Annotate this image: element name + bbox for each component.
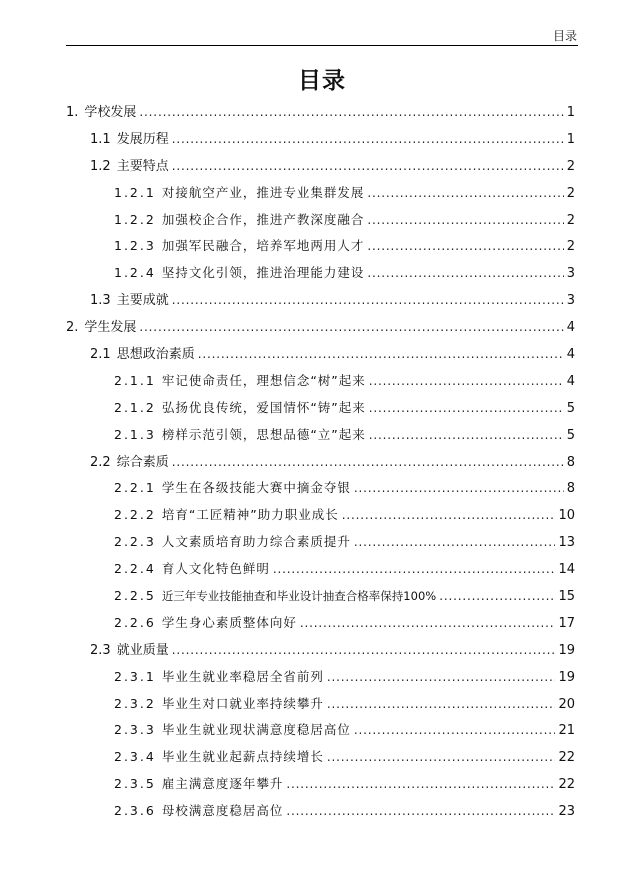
toc-entry-1-2[interactable] (66, 153, 575, 180)
toc-page: 20 (558, 696, 575, 712)
toc-page: 10 (558, 508, 575, 524)
toc-number: 2.2.3 (114, 534, 156, 550)
toc-page: 8 (566, 481, 575, 497)
leader-dots (439, 583, 555, 610)
toc-page: 3 (566, 266, 575, 282)
leader-dots (342, 502, 556, 529)
toc-entry-1-2-2[interactable] (66, 207, 575, 234)
toc-number: 2.3.2 (114, 695, 156, 711)
toc-page: 1 (566, 131, 575, 147)
toc-label: 毕业生就业现状满意度稳居高位 (161, 722, 351, 738)
leader-dots (327, 744, 556, 771)
toc-entry-2-2-4[interactable] (66, 556, 575, 583)
leader-dots (367, 233, 563, 260)
toc-entry-1[interactable] (66, 99, 575, 126)
toc-label: 人文素质培育助力综合素质提升 (161, 534, 351, 550)
toc-page: 22 (558, 750, 575, 766)
toc-entry-1-3[interactable] (66, 287, 575, 314)
toc-entry-1-2-1[interactable] (66, 180, 575, 207)
toc-label: 育人文化特色鲜明 (161, 561, 270, 577)
toc-entry-2-3[interactable] (66, 637, 575, 664)
leader-dots (172, 449, 564, 476)
toc-number: 2.3.4 (114, 749, 156, 765)
leader-dots (273, 556, 556, 583)
leader-dots (327, 691, 556, 718)
toc-label: 对接航空产业，推进专业集群发展 (161, 184, 365, 200)
toc-page: 5 (566, 400, 575, 416)
toc-entry-1-2-3[interactable] (66, 233, 575, 260)
leader-dots (172, 287, 564, 314)
leader-dots (369, 368, 564, 395)
toc-number: 2. (66, 320, 79, 336)
toc-page: 23 (558, 804, 575, 820)
toc-page: 17 (558, 615, 575, 631)
toc-label: 培育“工匠精神”助力职业成长 (161, 507, 339, 523)
toc-label: 母校满意度稳居高位 (161, 803, 284, 819)
toc-entry-2-1[interactable] (66, 341, 575, 368)
leader-dots (367, 260, 563, 287)
toc-number: 2.1.2 (114, 399, 156, 415)
toc-number: 1.1 (90, 131, 111, 147)
toc-label: 毕业生就业率稳居全省前列 (161, 668, 324, 684)
toc-entry-2-2-6[interactable] (66, 610, 575, 637)
toc-number: 2.3.6 (114, 803, 156, 819)
toc-entry-2-2-3[interactable] (66, 529, 575, 556)
toc-label: 加强校企合作，推进产教深度融合 (161, 211, 365, 227)
toc-label: 加强军民融合，培养军地两用人才 (161, 238, 365, 254)
leader-dots (354, 475, 564, 502)
toc-page: 4 (566, 373, 575, 389)
toc-number: 2.1 (90, 347, 111, 363)
header-rule (66, 45, 578, 46)
toc-number: 2.3.3 (114, 722, 156, 738)
toc-label: 学生身心素质整体向好 (161, 614, 297, 630)
toc-page: 21 (558, 723, 575, 739)
leader-dots (367, 207, 563, 234)
toc-page: 19 (558, 642, 575, 658)
leader-dots (327, 664, 556, 691)
toc-number: 1.2.3 (114, 238, 156, 254)
toc-page: 19 (558, 669, 575, 685)
toc-page: 2 (566, 239, 575, 255)
toc-entry-2-3-5[interactable] (66, 771, 575, 798)
leader-dots (139, 314, 563, 341)
toc-entry-2-2-1[interactable] (66, 475, 575, 502)
toc-number: 2.1.1 (114, 372, 156, 388)
toc-number: 1.3 (90, 293, 111, 309)
toc-label: 牢记使命责任，理想信念“树”起来 (161, 372, 366, 388)
toc-number: 1.2 (90, 158, 111, 174)
toc-page: 4 (566, 320, 575, 336)
leader-dots (172, 153, 564, 180)
toc-label: 学校发展 (84, 105, 137, 120)
toc-page: 15 (558, 589, 575, 605)
toc-entry-2-2-2[interactable] (66, 502, 575, 529)
toc-label: 思想政治素质 (116, 347, 195, 363)
toc-number: 2.2.5 (114, 588, 156, 604)
leader-dots (300, 610, 556, 637)
toc-label: 发展历程 (116, 131, 169, 147)
toc-label: 学生发展 (84, 320, 137, 336)
toc-entry-1-1[interactable] (66, 126, 575, 153)
toc-entry-2-3-3[interactable] (66, 717, 575, 744)
toc-label: 近三年专业技能抽查和毕业设计抽查合格率保持100% (161, 589, 437, 604)
toc-page: 8 (566, 454, 575, 470)
toc-number: 1. (66, 105, 79, 120)
toc-number: 1.2.1 (114, 184, 156, 200)
toc-number: 2.2.6 (114, 614, 156, 630)
toc-entry-2-2[interactable] (66, 449, 575, 476)
leader-dots (367, 180, 563, 207)
toc-label: 就业质量 (116, 642, 169, 658)
toc-page: 3 (566, 293, 575, 309)
toc-page: 22 (558, 777, 575, 793)
toc-entry-1-2-4[interactable] (66, 260, 575, 287)
leader-dots (198, 341, 564, 368)
toc-page: 2 (566, 158, 575, 174)
toc-label: 毕业生就业起薪点持续增长 (161, 749, 324, 765)
toc-label: 榜样示范引领，思想品德“立”起来 (161, 426, 366, 442)
leader-dots (172, 126, 564, 153)
toc-entry-2-1-3[interactable] (66, 422, 575, 449)
toc-number: 2.3.5 (114, 776, 156, 792)
toc-page: 2 (566, 185, 575, 201)
toc-label: 坚持文化引领，推进治理能力建设 (161, 265, 365, 281)
toc-number: 1.2.2 (114, 211, 156, 227)
table-of-contents (66, 99, 575, 825)
toc-entry-2[interactable] (66, 314, 575, 341)
toc-number: 2.3 (90, 642, 111, 658)
toc-entry-2-2-5[interactable] (66, 583, 575, 610)
leader-dots (354, 529, 556, 556)
leader-dots (369, 422, 564, 449)
toc-number: 2.3.1 (114, 668, 156, 684)
toc-number: 2.2.1 (114, 480, 156, 496)
leader-dots (286, 771, 555, 798)
toc-label: 主要成就 (116, 293, 169, 309)
toc-number: 2.2.4 (114, 561, 156, 577)
leader-dots (172, 637, 556, 664)
toc-page: 5 (566, 427, 575, 443)
toc-number: 2.2.2 (114, 507, 156, 523)
running-header: 目录 (552, 29, 577, 43)
toc-page: 2 (566, 212, 575, 228)
toc-page: 13 (558, 535, 575, 551)
toc-entry-2-3-6[interactable] (66, 798, 575, 825)
toc-label: 综合素质 (116, 454, 169, 470)
toc-entry-2-3-1[interactable] (66, 664, 575, 691)
toc-entry-2-1-1[interactable] (66, 368, 575, 395)
toc-label: 弘扬优良传统，爱国情怀“铸”起来 (161, 399, 366, 415)
toc-entry-2-3-4[interactable] (66, 744, 575, 771)
toc-number: 2.2 (90, 454, 111, 470)
toc-label: 学生在各级技能大赛中摘金夺银 (161, 480, 351, 496)
toc-page: 1 (566, 105, 575, 120)
toc-number: 1.2.4 (114, 265, 156, 281)
toc-page: 14 (558, 562, 575, 578)
toc-label: 主要特点 (116, 158, 169, 174)
toc-entry-2-1-2[interactable] (66, 395, 575, 422)
toc-entry-2-3-2[interactable] (66, 691, 575, 718)
page-title: 目录 (298, 68, 346, 94)
leader-dots (286, 798, 555, 825)
leader-dots (354, 717, 556, 744)
toc-label: 雇主满意度逐年攀升 (161, 776, 284, 792)
leader-dots (369, 395, 564, 422)
toc-page: 4 (566, 347, 575, 363)
toc-number: 2.1.3 (114, 426, 156, 442)
toc-label: 毕业生对口就业率持续攀升 (161, 695, 324, 711)
leader-dots (139, 99, 563, 126)
